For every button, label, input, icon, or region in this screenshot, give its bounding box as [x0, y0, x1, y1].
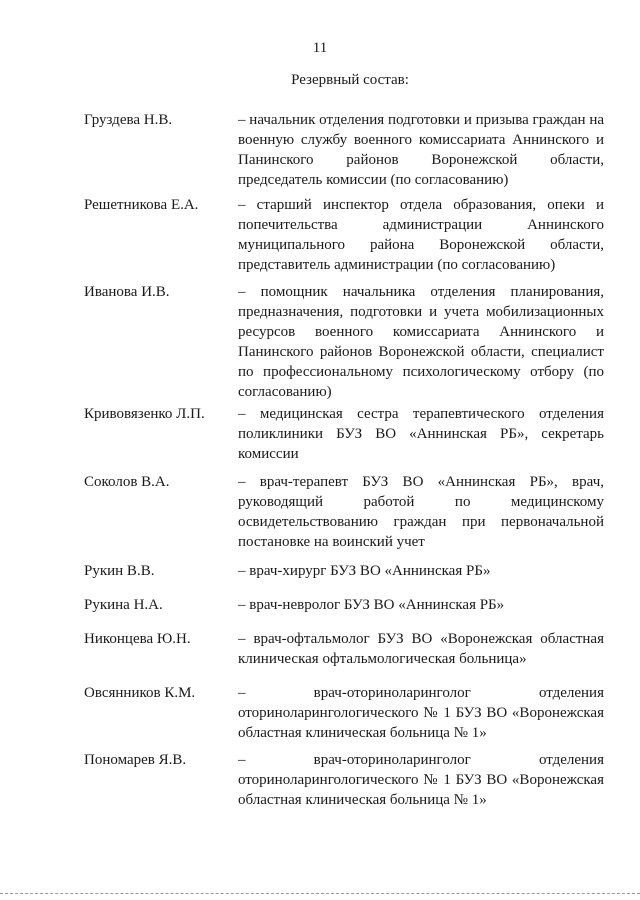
- member-entry: [84, 404, 604, 464]
- member-name: Рукина Н.А.: [84, 597, 163, 613]
- member-name: Пономарев Я.В.: [84, 752, 187, 768]
- member-role: – врач-терапевт БУЗ ВО «Аннинская РБ», врач, руководящий работой по медицинскому освидетельствованию граждан при первоначальной постановке на воинский учет: [238, 474, 604, 550]
- member-role: – помощник начальника отделения планирования, предназначения, подготовки и учета мобилизационных ресурсов военного комиссариата Аннинского и Панинского районов Воронежской области, специалист по профессиональному психологическому отбору (по согласованию): [238, 284, 604, 400]
- member-entry: [84, 750, 604, 810]
- scan-edge-divider: [0, 893, 640, 894]
- member-name: Решетникова Е.А.: [84, 197, 199, 213]
- member-role: – начальник отделения подготовки и призыва граждан на военную службу военного комиссариата Аннинского и Панинского районов Воронежской области, председатель комиссии (по согласованию): [238, 112, 604, 188]
- member-name: Груздева Н.В.: [84, 112, 173, 128]
- member-entry: [84, 629, 604, 669]
- member-name: Рукин В.В.: [84, 563, 155, 579]
- member-name: Соколов В.А.: [84, 474, 170, 490]
- member-role: – старший инспектор отдела образования, опеки и попечительства администрации Аннинского муниципального района Воронежской области, представитель администрации (по согласованию): [238, 197, 604, 273]
- page-number: 11: [312, 40, 328, 56]
- member-entry: [84, 472, 604, 552]
- member-name: Кривовязенко Л.П.: [84, 406, 205, 422]
- member-name: Овсянников К.М.: [84, 685, 196, 701]
- member-entry: [84, 110, 604, 190]
- member-role: – медицинская сестра терапевтического отделения поликлиники БУЗ ВО «Аннинская РБ», секретарь комиссии: [238, 406, 604, 462]
- member-role: – врач-хирург БУЗ ВО «Аннинская РБ»: [238, 563, 491, 579]
- member-name: Никонцева Ю.Н.: [84, 631, 191, 647]
- member-entry: [84, 282, 604, 402]
- member-entry: [84, 195, 604, 275]
- member-role: – врач-офтальмолог БУЗ ВО «Воронежская областная клиническая офтальмологическая больница»: [238, 631, 604, 667]
- member-name: Иванова И.В.: [84, 284, 170, 300]
- member-entry: [84, 561, 604, 581]
- section-title: Резервный состав:: [291, 72, 409, 88]
- member-role: – врач-оториноларинголог отделения оториноларингологического № 1 БУЗ ВО «Воронежская областная клиническая больница № 1»: [238, 685, 604, 741]
- member-entry: [84, 683, 604, 743]
- member-role: – врач-оториноларинголог отделения оториноларингологического № 1 БУЗ ВО «Воронежская областная клиническая больница № 1»: [238, 752, 604, 808]
- member-entry: [84, 595, 604, 615]
- member-role: – врач-невролог БУЗ ВО «Аннинская РБ»: [238, 597, 505, 613]
